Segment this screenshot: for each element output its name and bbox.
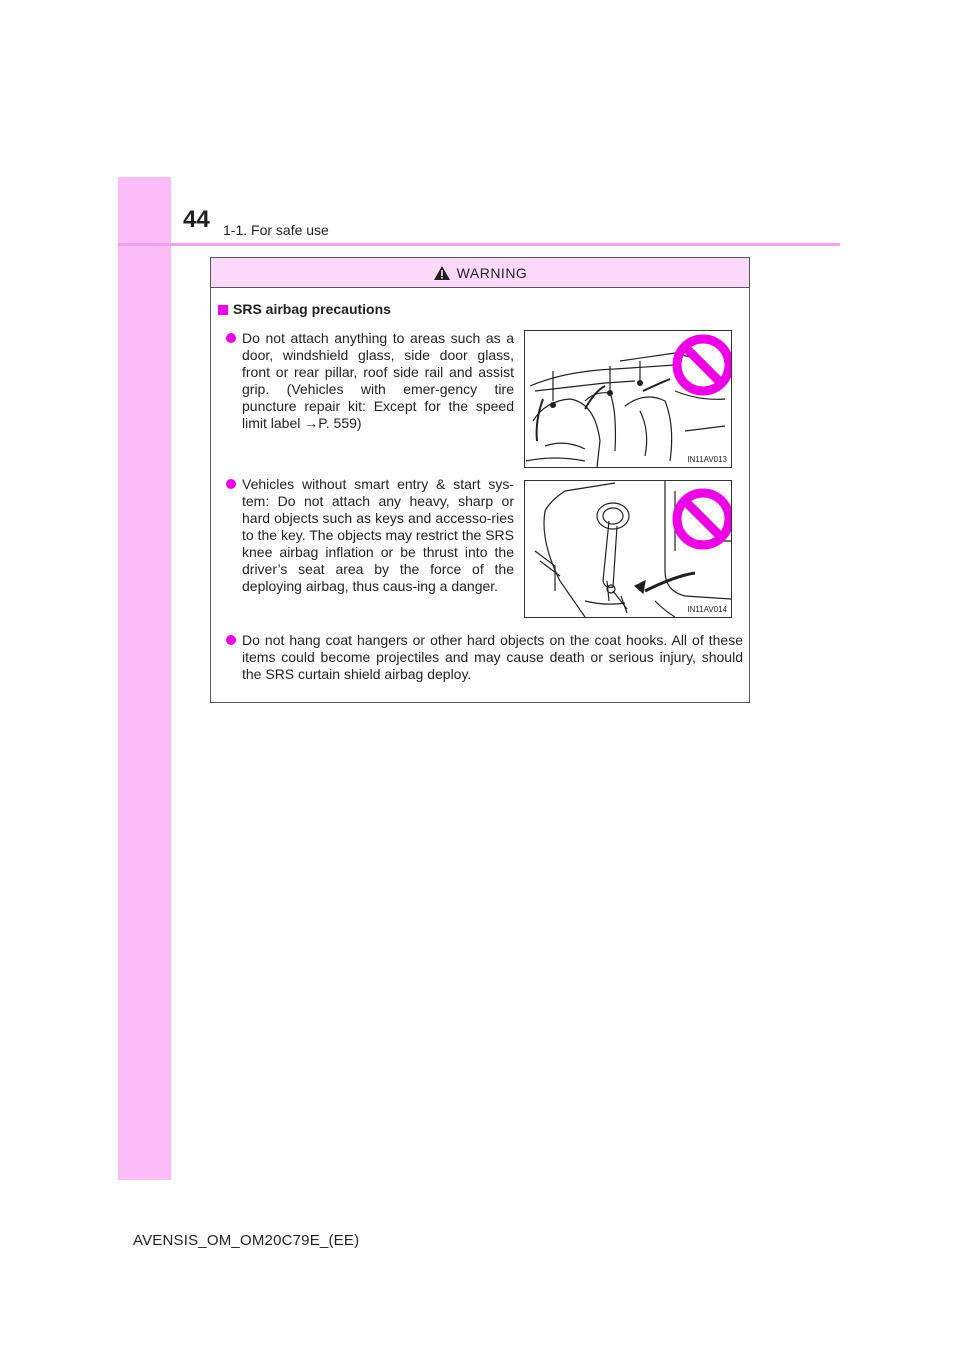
warning-triangle-icon xyxy=(433,265,451,281)
warning-box xyxy=(210,257,750,703)
bullet-dot-icon xyxy=(226,479,236,489)
illustration-interior-pillar xyxy=(524,330,732,468)
warning-item xyxy=(242,632,743,683)
section-title: 1-1. For safe use xyxy=(223,222,329,238)
illustration-code: IN11AV014 xyxy=(687,605,727,614)
bullet-dot-icon xyxy=(226,635,236,645)
square-bullet-icon xyxy=(218,305,228,315)
side-tab xyxy=(118,177,171,1180)
warning-title: WARNING xyxy=(456,264,528,281)
item-text: Vehicles without smart entry & start sys-tem: Do not attach any heavy, sharp or hard objects such as keys and accesso-ries to the key. The objects may restrict the SRS knee airbag inflation or be thrust into the driver’s seat area by the force of the deploying airbag, thus caus-ing a danger. xyxy=(242,476,514,594)
warning-header xyxy=(211,258,749,288)
illustration-code: IN11AV013 xyxy=(687,455,727,464)
item-text: Do not hang coat hangers or other hard objects on the coat hooks. All of these items could become projectiles and may cause death or serious injury, should the SRS curtain shield airbag deploy. xyxy=(242,632,743,682)
warning-item xyxy=(242,476,514,595)
bullet-dot-icon xyxy=(226,333,236,343)
item-text: Do not attach anything to areas such as a door, windshield glass, side door glass, front or rear pillar, roof side rail and assist grip. (Vehicles with emer-gency tire puncture repair kit: Except for the speed limit label →P. 559) xyxy=(242,330,514,431)
warning-heading xyxy=(218,301,391,317)
illustration-key-ignition xyxy=(524,480,732,618)
header-rule xyxy=(118,243,840,246)
warning-item xyxy=(242,330,514,432)
heading-text: SRS airbag precautions xyxy=(233,301,391,317)
prohibition-icon xyxy=(677,493,729,545)
page-number: 44 xyxy=(183,206,210,233)
footer-doc-code: AVENSIS_OM_OM20C79E_(EE) xyxy=(133,1232,360,1249)
interior-drawing xyxy=(525,331,731,467)
prohibition-icon xyxy=(677,339,729,391)
key-drawing xyxy=(525,481,731,617)
